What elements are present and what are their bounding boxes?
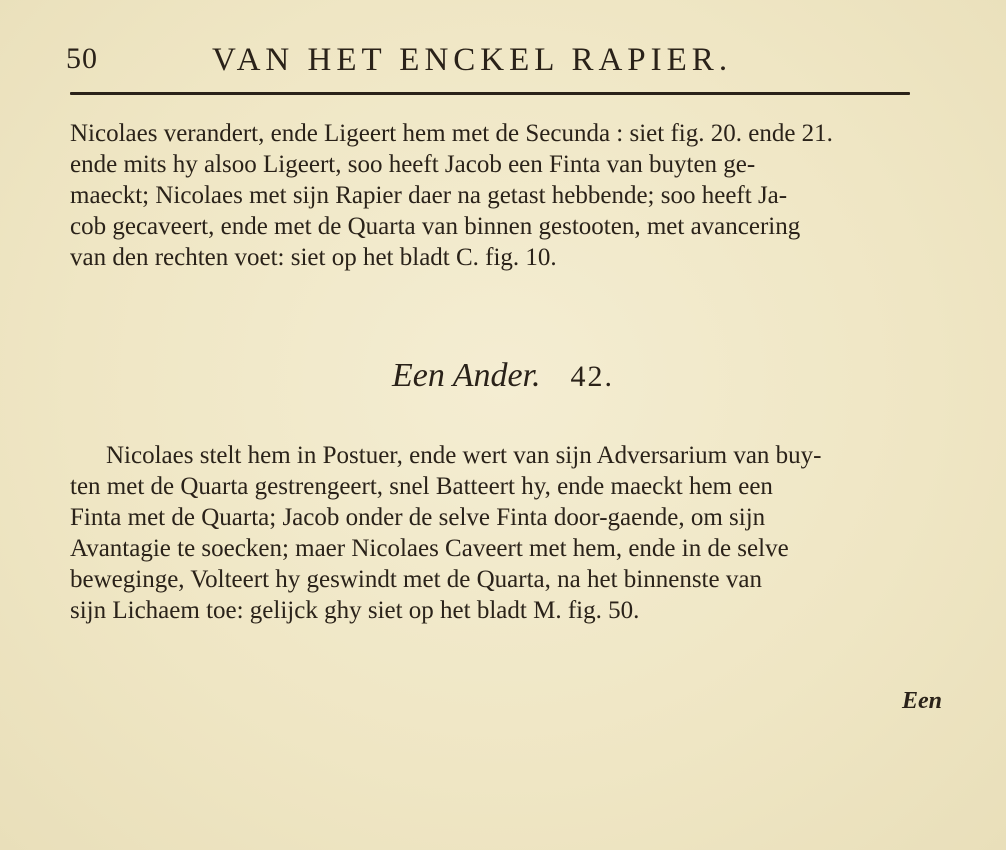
catchword: Een (901, 688, 942, 714)
page-number: 50 (66, 42, 98, 75)
header-rule (70, 92, 910, 95)
text-line: Avantagie te soecken; maer Nicolaes Caveert met hem, ende in de selve (70, 535, 789, 562)
section-title: Een Ander. (391, 357, 541, 394)
text-line: maeckt; Nicolaes met sijn Rapier daer na getast hebbende; soo heeft Ja- (70, 182, 788, 209)
text-line: Finta met de Quarta; Jacob onder de selve Finta door-gaende, om sijn (70, 504, 766, 531)
text-line: ende mits hy alsoo Ligeert, soo heeft Jacob een Finta van buyten ge- (70, 151, 756, 178)
paragraph-1 (70, 118, 945, 273)
section-heading (0, 357, 1006, 395)
text-line: sijn Lichaem toe: gelijck ghy siet op het bladt M. fig. 50. (70, 597, 640, 624)
text-line: Nicolaes verandert, ende Ligeert hem met de Secunda : siet fig. 20. ende 21. (70, 120, 833, 147)
text-line: beweginge, Volteert hy geswindt met de Quarta, na het binnenste van (70, 566, 762, 593)
text-line: cob gecaveert, ende met de Quarta van binnen gestooten, met avancering (70, 213, 801, 240)
text-line: van den rechten voet: siet op het bladt C. fig. 10. (70, 244, 557, 271)
section-number: 42. (570, 360, 615, 393)
running-title: VAN HET ENCKEL RAPIER. (212, 42, 733, 78)
paragraph-2 (70, 440, 945, 626)
text-line: ten met de Quarta gestrengeert, snel Batteert hy, ende maeckt hem een (70, 473, 773, 500)
page-header (66, 40, 916, 80)
text-line: Nicolaes stelt hem in Postuer, ende wert van sijn Adversarium van buy- (106, 442, 822, 469)
